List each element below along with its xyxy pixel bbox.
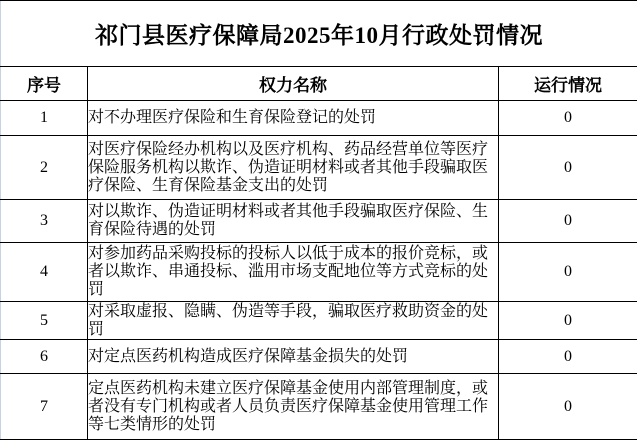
- status-cell: 0: [499, 302, 637, 340]
- power-name-cell: 定点医药机构未建立医疗保障基金使用内部管理制度，或者没有专门机构或者人员负责医疗保障基金使用管理工作等七类情形的处罚: [88, 374, 499, 440]
- table-row: [1, 374, 637, 440]
- table-row: [1, 242, 637, 301]
- power-name-cell: 对以欺诈、伪造证明材料或者其他手段骗取医疗保险、生育保险待遇的处罚: [88, 200, 499, 242]
- row-number-cell: 4: [1, 242, 88, 301]
- row-number-cell: 2: [1, 135, 88, 199]
- power-name-cell: 对医疗保险经办机构以及医疗机构、药品经营单位等医疗保险服务机构以欺诈、伪造证明材料或者其他手段骗取医疗保险、生育保险基金支出的处罚: [88, 135, 499, 199]
- power-name-cell: 对采取虚报、隐瞒、伪造等手段，骗取医疗救助资金的处罚: [88, 302, 499, 340]
- table-row: [1, 200, 637, 242]
- table-row: [1, 340, 637, 374]
- column-header-status: 运行情况: [499, 67, 637, 100]
- page-title: 祁门县医疗保障局2025年10月行政处罚情况: [1, 1, 637, 67]
- status-cell: 0: [499, 374, 637, 440]
- power-name-cell: 对参加药品采购投标的投标人以低于成本的报价竞标，或者以欺诈、串通投标、滥用市场支配地位等方式竞标的处罚: [88, 242, 499, 301]
- row-number-cell: 3: [1, 200, 88, 242]
- table-row: [1, 100, 637, 135]
- power-name-cell: 对不办理医疗保险和生育保险登记的处罚: [88, 100, 499, 135]
- row-number-cell: 6: [1, 340, 88, 374]
- row-number-cell: 5: [1, 302, 88, 340]
- status-cell: 0: [499, 340, 637, 374]
- status-cell: 0: [499, 100, 637, 135]
- status-cell: 0: [499, 135, 637, 199]
- table-row: [1, 135, 637, 199]
- title-row: [1, 1, 637, 67]
- column-header-no: 序号: [1, 67, 88, 100]
- status-cell: 0: [499, 242, 637, 301]
- row-number-cell: 1: [1, 100, 88, 135]
- status-cell: 0: [499, 200, 637, 242]
- power-name-cell: 对定点医药机构造成医疗保障基金损失的处罚: [88, 340, 499, 374]
- table-row: [1, 302, 637, 340]
- column-header-name: 权力名称: [88, 67, 499, 100]
- row-number-cell: 7: [1, 374, 88, 440]
- header-row: [1, 67, 637, 100]
